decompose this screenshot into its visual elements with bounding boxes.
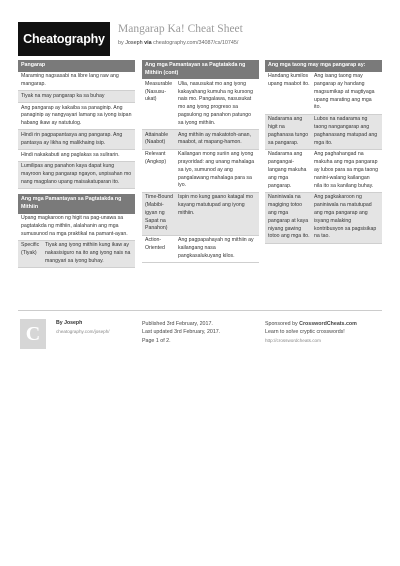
row-definition: Tiyak ang iyong mithiin kung ikaw ay nakasisiguro na ito ang iyong nais na mangyari sa iyong buhay. (45, 242, 131, 265)
row-term: Specific (Tiyak) (21, 242, 40, 257)
table-row (142, 130, 259, 150)
sheet-header (18, 22, 382, 56)
author-link[interactable]: Joseph (125, 40, 143, 46)
row-term: Handang kumilos upang maabot ito. (268, 73, 310, 87)
column-2 (142, 60, 259, 268)
table-row (142, 193, 259, 236)
column-3 (265, 60, 382, 249)
row-definition: Lubos na nadarama ng taong nangangarap ang paghanasang matupad ang mga ito. (314, 116, 378, 146)
row-term: Nadarama ang higit na paghanasa tungo sa pangarap. (268, 116, 309, 146)
section-title: Ang mga Pamantayan sa Pagtatakda ng Mithiin (cont) (142, 60, 259, 79)
table-row (142, 236, 259, 263)
sheet-footer (18, 315, 382, 355)
sheet-byline (118, 40, 238, 46)
row-definition: Kailangan mong suriin ang iyong prayoridad: ang unang mahalaga sa iyo, sumunod ay ang pangalawang mahalaga para sa iyo. (178, 151, 255, 189)
sponsor-line (265, 320, 357, 328)
list-item: Lumilipas ang panahon kaya dapat kung mayroon kang pangarap ngayon, unpisahan mo nang magplano upang maisakatuparan ito. (18, 162, 135, 189)
section-title: Ang mga taong may mga pangarap ay: (265, 60, 382, 72)
row-definition: Ang pagkakaroon ng paniniwala na matutupad ang mga pangarap ang isyang malaking kontribusyon sa pagsisikap na tao. (314, 194, 377, 240)
row-term: Measurable (Nasusu-ukat) (145, 80, 173, 103)
author-avatar[interactable]: C (20, 319, 46, 349)
table-row (265, 150, 382, 193)
footer-divider (18, 310, 382, 311)
page-number: Page 1 of 2. (142, 337, 171, 344)
list-item: Maraming nagsasabi na libre lang raw ang mangarap. (18, 72, 135, 92)
row-definition: Ang pagpapahayah ng mithiin ay kailangang nasa pangkasalukuyang kilos. (178, 237, 254, 259)
section-mga-taong-may-pangarap (265, 60, 382, 244)
sponsor-tagline: Learn to solve cryptic crosswords! (265, 329, 345, 336)
section-pangarap (18, 60, 135, 189)
row-term: Attainable (Naabot) (145, 131, 169, 146)
row-term: Action-Oriented (145, 237, 165, 251)
row-term: Nadarama ang pangangai-langang makuha ang mga pangarap. (268, 151, 307, 189)
cheatography-logo[interactable]: Cheatography (18, 22, 110, 56)
row-definition: Ang mithiin ay makatotoh-anan, maabot, at mapang-hamon. (178, 131, 251, 146)
row-definition: Ispin mo kung gaano katagal mo kayang matutupad ang iyong mithiin. (178, 194, 253, 216)
footer-author-link[interactable]: cheatography.com/joseph/ (56, 329, 110, 334)
sponsor-name[interactable]: CrosswordCheats.com (299, 321, 357, 327)
by-label: by (118, 40, 124, 46)
list-item: Upang magkaroon ng higit na pag-unawa sa pagtatakda ng mithiin, alalahanin ang mga sumusunod na mga praktikal na pamant-ayan. (18, 214, 135, 241)
section-pamantayan-cont (142, 60, 259, 263)
section-title: Pangarap (18, 60, 135, 72)
table-row (142, 150, 259, 193)
footer-sponsor (265, 320, 357, 345)
table-row (265, 193, 382, 244)
via-label: via (144, 40, 152, 46)
sponsor-url[interactable]: http://crosswordcheats.com (265, 337, 321, 343)
list-item: Hindi rin pagpapantasya ang pangarap. Ang pantasya ay likha ng malikhaing isip. (18, 130, 135, 150)
row-definition: Ang isang taong may pangarap ay handang magsumikap at magtiyaga upang marating ang mga ito. (314, 73, 375, 111)
published-date: Published 3rd February, 2017. (142, 321, 213, 327)
sheet-url-link[interactable]: cheatography.com/34087/cs/10745/ (153, 40, 239, 46)
table-row (265, 72, 382, 115)
row-term: Naniniwala na magiging totoo ang mga pangarap at kaya niyang gawing totoo ang mga ito. (268, 194, 310, 240)
table-row (142, 79, 259, 130)
sheet-title: Mangarap Ka! Cheat Sheet (118, 23, 243, 35)
list-item: Ang pangarap ay kakaiba sa panaginip. Ang panaginip ay nangyayari lamang sa iyong isipan habang ikaw ay natutulog. (18, 103, 135, 130)
row-definition: Ulia, nasusukat mo ang iyong kakayahang kumuha ng kursong nais mo. Pangalawa, nasusukat mo ang iyong progreso sa pagsulong ng panahon patungo sa iyong mithiin. (178, 80, 253, 126)
footer-author: By Joseph (56, 320, 83, 326)
section-title: Ang mga Pamantayan sa Pagtatakda ng Mithiin (18, 194, 135, 213)
table-row (265, 115, 382, 150)
section-pamantayan (18, 194, 135, 268)
column-1 (18, 60, 135, 273)
list-item: Tiyak na may pangarap ka sa buhay (18, 91, 135, 103)
updated-date: Last updated 3rd February, 2017. (142, 329, 221, 336)
table-row (18, 241, 135, 268)
row-term: Time-Bound (Mabibi-igyan ng Sapat na Panahon) (145, 194, 174, 232)
footer-publish-info (142, 320, 220, 345)
list-item: Hindi nakakabuti ang paglakas sa sulirarin. (18, 150, 135, 162)
row-term: Relevant (Angkop) (145, 151, 167, 166)
sponsor-prefix: Sponsored by (265, 321, 298, 327)
row-definition: Ang paghahangad na makuha ang mga pangarap ay lubos para sa mga taong nanini-walang kailangan nila ito sa kanilang buhay. (314, 151, 379, 189)
